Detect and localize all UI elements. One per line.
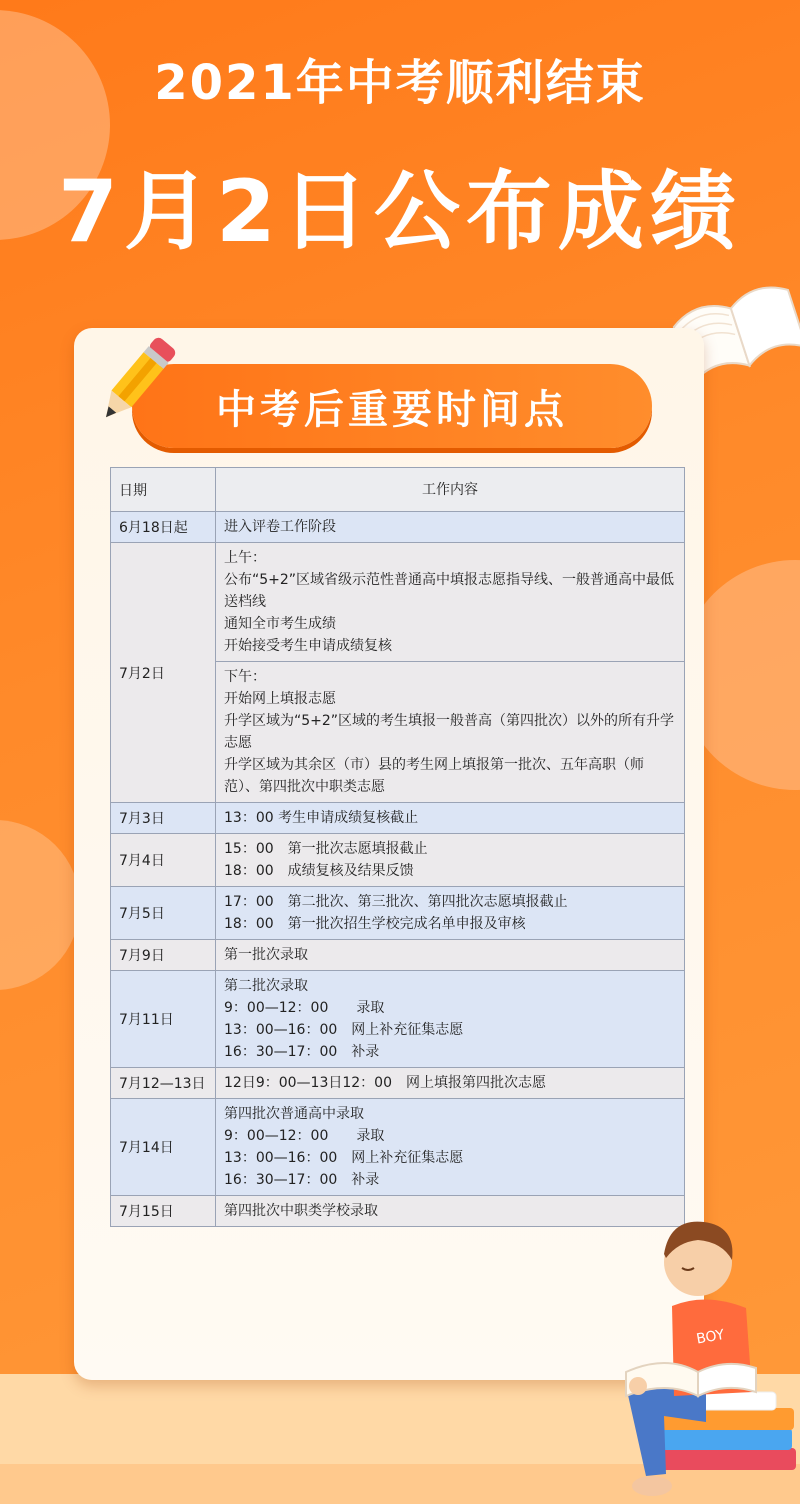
content-line: 上午：	[224, 550, 266, 566]
content-line: 9：00—12：00 录取	[224, 1128, 385, 1144]
content-cell	[216, 1068, 685, 1099]
content-cell	[216, 1099, 685, 1196]
table-row	[111, 1099, 685, 1196]
content-line: 9：00—12：00 录取	[224, 1000, 385, 1016]
content-line: 13：00 考生申请成绩复核截止	[224, 810, 419, 826]
content-line: 进入评卷工作阶段	[224, 519, 336, 535]
section-title: 中考后重要时间点	[216, 387, 568, 433]
headline-line2: 7月2日公布成绩	[58, 162, 742, 262]
date-cell: 7月11日	[111, 971, 216, 1068]
content-line: 开始网上填报志愿	[224, 691, 336, 707]
table-row	[111, 834, 685, 887]
content-line: 18：00 第一批次招生学校完成名单申报及审核	[224, 916, 526, 932]
date-cell: 7月3日	[111, 803, 216, 834]
content-line: 18：00 成绩复核及结果反馈	[224, 863, 414, 879]
content-cell	[216, 543, 685, 662]
table-row	[111, 803, 685, 834]
headline-line1: 2021年中考顺利结束	[154, 55, 646, 111]
date-cell: 7月4日	[111, 834, 216, 887]
date-cell: 6月18日起	[111, 512, 216, 543]
schedule-table	[110, 467, 685, 1227]
section-banner	[132, 364, 652, 448]
deco-circle	[0, 820, 80, 990]
content-line: 第二批次录取	[224, 978, 308, 994]
schedule-body	[111, 512, 685, 1227]
content-line: 13：00—16：00 网上补充征集志愿	[224, 1150, 464, 1166]
content-line: 15：00 第一批次志愿填报截止	[224, 841, 428, 857]
date-cell: 7月12—13日	[111, 1068, 216, 1099]
date-cell: 7月15日	[111, 1196, 216, 1227]
content-line: 第四批次中职类学校录取	[224, 1203, 378, 1219]
date-cell: 7月2日	[111, 543, 216, 803]
date-cell: 7月9日	[111, 940, 216, 971]
content-cell	[216, 512, 685, 543]
content-cell	[216, 887, 685, 940]
content-line: 第四批次普通高中录取	[224, 1106, 364, 1122]
content-cell	[216, 971, 685, 1068]
content-line: 17：00 第二批次、第三批次、第四批次志愿填报截止	[224, 894, 568, 910]
content-line: 通知全市考生成绩	[224, 616, 336, 632]
content-cell	[216, 662, 685, 803]
table-row	[111, 543, 685, 662]
content-line: 12日9：00—13日12：00 网上填报第四批次志愿	[224, 1075, 546, 1091]
content-line: 13：00—16：00 网上补充征集志愿	[224, 1022, 464, 1038]
date-cell: 7月5日	[111, 887, 216, 940]
content-cell	[216, 940, 685, 971]
header-content: 工作内容	[216, 468, 685, 512]
content-line: 16：30—17：00 补录	[224, 1172, 380, 1188]
table-row	[111, 887, 685, 940]
content-line: 开始接受考生申请成绩复核	[224, 638, 392, 654]
content-line: 第一批次录取	[224, 947, 308, 963]
content-line: 下午：	[224, 669, 266, 685]
content-line: 升学区域为其余区（市）县的考生网上填报第一批次、五年高职（师范）、第四批次中职类志愿	[224, 757, 644, 795]
table-header-row	[111, 468, 685, 512]
table-row	[111, 512, 685, 543]
table-row	[111, 971, 685, 1068]
content-line: 16：30—17：00 补录	[224, 1044, 380, 1060]
boy-shirt-text: BOY	[695, 1326, 726, 1348]
content-line: 升学区域为“5+2”区域的考生填报一般普高（第四批次）以外的所有升学志愿	[224, 713, 675, 751]
content-cell	[216, 803, 685, 834]
pencil-icon	[84, 326, 194, 436]
content-line: 公布“5+2”区域省级示范性普通高中填报志愿指导线、一般普通高中最低送档线	[224, 572, 675, 610]
date-cell: 7月14日	[111, 1099, 216, 1196]
content-cell	[216, 834, 685, 887]
table-row	[111, 1068, 685, 1099]
reading-boy-illustration	[586, 1196, 800, 1504]
table-row	[111, 940, 685, 971]
header-date: 日期	[111, 468, 216, 512]
